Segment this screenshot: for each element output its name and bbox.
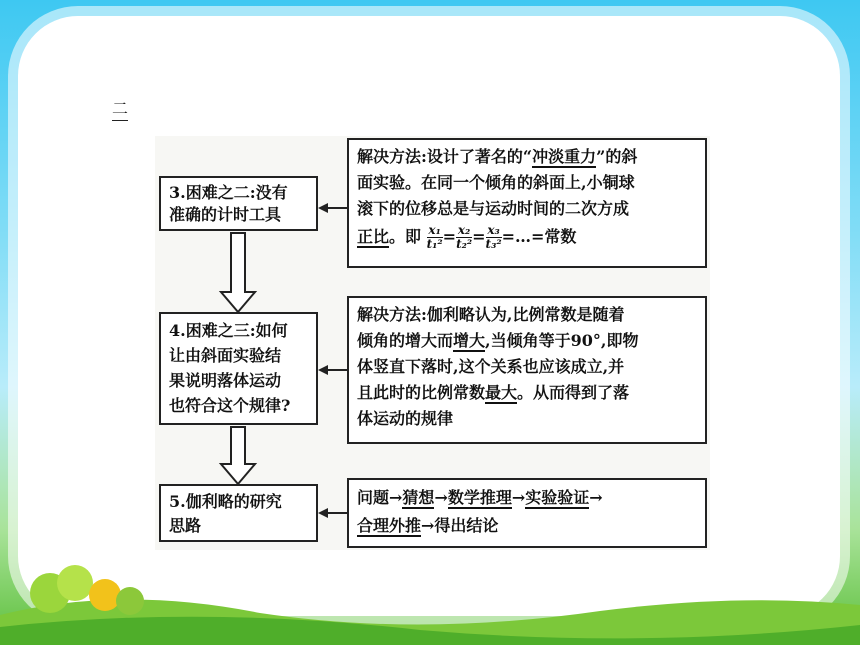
right-box-solution-free-fall: [347, 296, 707, 444]
flow-diagram: [155, 136, 710, 550]
left-box-line: 思路: [169, 516, 202, 535]
text-line: 面实验。在同一个倾角的斜面上,小铜球: [357, 173, 635, 192]
underlined-term: 猜想: [402, 488, 435, 507]
underlined-term: 冲淡重力: [532, 147, 597, 166]
left-box-line: 准确的计时工具: [169, 205, 282, 224]
arrow-head-1: [318, 203, 328, 213]
left-box-line: 4.困难之三:如何: [169, 321, 288, 340]
left-box-research-approach: [159, 484, 318, 542]
formula-line: 正比。即 $\frac{\text{x₁}}{\text{t₁²}}$ = $\frac{\text{x₂}}{\text{t₂²}}$ = $\frac{\text{x₃}}{\text{t₃²}}$ =…=常数: [357, 223, 577, 251]
underlined-term: 合理外推: [357, 516, 422, 535]
left-box-line: 果说明落体运动: [169, 371, 282, 390]
down-arrow-2: [221, 427, 255, 484]
arrow-head-2: [318, 365, 328, 375]
text-line: 体竖直下落时,这个关系也应该成立,并: [357, 357, 625, 376]
text-line: 合理外推→得出结论: [357, 516, 499, 535]
text-line: 解决方法:设计了著名的“冲淡重力”的斜: [357, 147, 638, 166]
underlined-term: 正比: [357, 227, 390, 246]
page-mark: 二: [112, 96, 128, 119]
fraction-2: $\frac{\text{x₂}}{\text{t₂²}}$: [456, 223, 473, 251]
text-line: 问题→猜想→数学推理→实验验证→: [357, 488, 603, 507]
right-box-solution-inclined-plane: [347, 138, 707, 268]
text-line: 解决方法:伽利略认为,比例常数是随着: [357, 305, 625, 324]
text-line: 体运动的规律: [357, 409, 454, 428]
trees-decoration: [20, 553, 170, 623]
left-box-line: 也符合这个规律?: [169, 396, 291, 415]
text-line: 倾角的增大而增大,当倾角等于90°,即物: [357, 331, 639, 350]
left-box-line: 5.伽利略的研究: [169, 492, 282, 511]
underlined-term: 数学推理: [447, 488, 512, 507]
fraction-3: $\frac{\text{x₃}}{\text{t₃²}}$: [485, 223, 502, 251]
left-box-difficulty-3: [159, 312, 318, 425]
text-line: 且此时的比例常数最大。从而得到了落: [357, 383, 630, 402]
underlined-term: 实验验证: [525, 488, 590, 507]
fraction-1: $\frac{\text{x₁}}{\text{t₁²}}$: [426, 223, 443, 251]
underlined-term: 增大: [453, 331, 486, 350]
underlined-term: 最大: [485, 383, 518, 402]
down-arrow-1: [221, 233, 255, 312]
text-line: 滚下的位移总是与运动时间的二次方成: [357, 199, 630, 218]
right-box-research-steps: [347, 478, 707, 548]
left-box-difficulty-2: [159, 176, 318, 231]
left-box-line: 3.困难之二:没有: [169, 183, 288, 202]
left-box-line: 让由斜面实验结: [169, 346, 282, 365]
arrow-head-3: [318, 508, 328, 518]
